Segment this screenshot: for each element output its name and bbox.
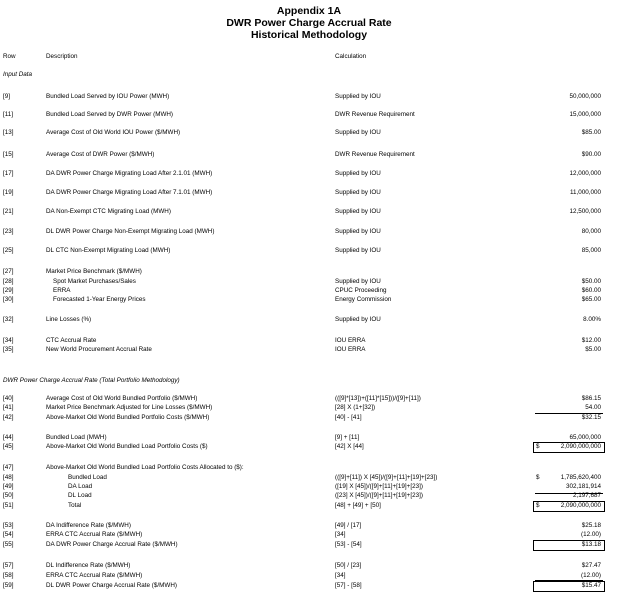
table-row [0,247,618,255]
row-calculation: Supplied by IOU [335,228,381,235]
column-header-calculation: Calculation [335,53,367,60]
row-value: 80,000 [581,228,601,235]
row-value: $32.15 [581,414,601,421]
table-row [0,531,618,539]
row-description: DL DWR Power Charge Non-Exempt Migrating Load (MWH) [46,228,215,235]
row-description: ERRA CTC Accrual Rate ($/MWH) [46,531,143,538]
row-description: ERRA [53,287,71,294]
row-description: DL Indifference Rate ($/MWH) [46,562,131,569]
table-row [0,541,618,549]
row-calculation: IOU ERRA [335,337,366,344]
row-description: DA DWR Power Charge Accrual Rate ($/MWH) [46,541,178,548]
table-row [0,502,618,510]
row-description: Above-Market Old World Bundled Portfolio Costs ($/MWH) [46,414,210,421]
row-calculation: Supplied by IOU [335,316,381,323]
row-value: $65.00 [581,296,601,303]
row-description: New World Procurement Accrual Rate [46,346,152,353]
table-row [0,111,618,119]
row-description: Forecasted 1-Year Energy Prices [53,296,146,303]
row-value: 65,000,000 [569,434,601,441]
subtotal-rule [535,413,603,414]
row-number: [27] [3,268,14,275]
row-value: (12.00) [581,531,601,538]
row-calculation: [40] - [41] [335,414,362,421]
row-description: DL CTC Non-Exempt Migrating Load (MWH) [46,247,171,254]
row-value: $12.00 [581,337,601,344]
row-number: [17] [3,170,14,177]
row-value: $15.47 [581,582,601,589]
row-description: DA Load [68,483,93,490]
row-calculation: [34] [335,531,346,538]
row-description: Bundled Load Served by DWR Power (MWH) [46,111,174,118]
row-value: 54.00 [585,404,601,411]
row-value: 2,197,687 [572,492,601,499]
table-row [0,443,618,451]
row-number: [44] [3,434,14,441]
table-row [0,337,618,345]
row-number: [53] [3,522,14,529]
total-box [533,442,605,453]
row-number: [49] [3,483,14,490]
table-row [0,287,618,295]
row-number: [29] [3,287,14,294]
row-number: [58] [3,572,14,579]
row-number: [28] [3,278,14,285]
row-number: [35] [3,346,14,353]
row-number: [54] [3,531,14,538]
row-value: 2,090,000,000 [560,502,601,509]
row-calculation: [50] / [23] [335,562,362,569]
row-number: [55] [3,541,14,548]
table-row [0,346,618,354]
table-row [0,170,618,178]
row-description: Market Price Benchmark Adjusted for Line Losses ($/MWH) [46,404,213,411]
row-value: 8.00% [583,316,601,323]
row-description: Above-Market Old World Bundled Load Portfolio Costs Allocated to ($): [46,464,244,471]
row-value: $13.18 [581,541,601,548]
row-value: 50,000,000 [569,93,601,100]
document-subtitle: Historical Methodology [250,29,368,41]
row-calculation: (([9]+[11]) X [45])/([9]+[11]+[19]+[23]) [335,474,438,481]
document-title: DWR Power Charge Accrual Rate [226,17,392,29]
row-calculation: [53] - [54] [335,541,362,548]
row-description: Average Cost of Old World IOU Power ($/MWH) [46,129,181,136]
row-value: $85.00 [581,129,601,136]
row-calculation: Supplied by IOU [335,93,381,100]
row-calculation: IOU ERRA [335,346,366,353]
table-row [0,582,618,590]
table-row [0,414,618,422]
table-row [0,268,618,276]
row-currency-symbol: $ [536,502,540,509]
row-number: [40] [3,395,14,402]
row-value: 12,500,000 [569,208,601,215]
row-number: [41] [3,404,14,411]
row-description: Market Price Benchmark ($/MWH) [46,268,142,275]
row-calculation: Supplied by IOU [335,247,381,254]
row-description: Line Losses (%) [46,316,92,323]
row-description: Bundled Load [68,474,107,481]
table-row [0,522,618,530]
row-description: DL DWR Power Charge Accrual Rate ($/MWH) [46,582,177,589]
row-number: [13] [3,129,14,136]
row-calculation: DWR Revenue Requirement [335,151,415,158]
row-value: $25.18 [581,522,601,529]
row-currency-symbol: $ [536,474,540,481]
table-row [0,404,618,412]
row-calculation: [48] + [49] + [50] [335,502,381,509]
row-calculation: Supplied by IOU [335,170,381,177]
total-box [533,581,605,592]
row-description: Above-Market Old World Bundled Load Portfolio Costs ($) [46,443,208,450]
table-row [0,296,618,304]
row-value: $5.00 [585,346,601,353]
row-value: 85,000 [581,247,601,254]
table-row [0,278,618,286]
table-row [0,483,618,491]
row-value: $86.15 [581,395,601,402]
column-header-row: Row [3,53,16,60]
appendix-title: Appendix 1A [276,5,342,17]
row-number: [11] [3,111,14,118]
row-number: [59] [3,582,14,589]
table-row [0,208,618,216]
table-row [0,228,618,236]
row-calculation: [34] [335,572,346,579]
section-input-data: Input Data [3,71,33,78]
table-row [0,395,618,403]
row-description: DA DWR Power Charge Migrating Load After 7.1.01 (MWH) [46,189,213,196]
row-description: ERRA CTC Accrual Rate ($/MWH) [46,572,143,579]
row-description: CTC Accrual Rate [46,337,97,344]
row-calculation: (([9]*[13])+([11]*[15]))/([9]+[11]) [335,395,421,402]
row-calculation: Supplied by IOU [335,208,381,215]
row-value: (12.00) [581,572,601,579]
table-row [0,93,618,101]
row-value: 11,000,000 [569,189,601,196]
total-box [533,501,605,512]
row-value: 302,181,914 [565,483,601,490]
row-value: $60.00 [581,287,601,294]
row-number: [23] [3,228,14,235]
section-accrual-rate: DWR Power Charge Accrual Rate (Total Portfolio Methodology) [3,377,180,384]
row-value: 15,000,000 [569,111,601,118]
row-value: 1,785,620,400 [560,474,601,481]
row-value: 12,000,000 [569,170,601,177]
row-number: [30] [3,296,14,303]
row-number: [50] [3,492,14,499]
row-description: Average Cost of Old World Bundled Portfolio ($/MWH) [46,395,198,402]
row-number: [51] [3,502,14,509]
row-number: [34] [3,337,14,344]
table-row [0,189,618,197]
row-description: Bundled Load Served by IOU Power (MWH) [46,93,170,100]
row-calculation: Energy Commission [335,296,392,303]
row-number: [25] [3,247,14,254]
row-calculation: [42] X [44] [335,443,364,450]
table-row [0,129,618,137]
row-calculation: ([19] X [45])/([9]+[11]+[19]+[23]) [335,483,423,490]
row-calculation: DWR Revenue Requirement [335,111,415,118]
subtotal-rule [535,493,603,494]
row-number: [21] [3,208,14,215]
row-description: DA Indifference Rate ($/MWH) [46,522,131,529]
row-number: [48] [3,474,14,481]
row-number: [57] [3,562,14,569]
row-number: [15] [3,151,14,158]
table-row [0,434,618,442]
column-header-description: Description [46,53,78,60]
row-calculation: [49] / [17] [335,522,362,529]
table-row [0,492,618,500]
row-description: Total [68,502,82,509]
table-row [0,151,618,159]
row-calculation: Supplied by IOU [335,278,381,285]
row-description: Average Cost of DWR Power ($/MWH) [46,151,155,158]
row-value: 2,090,000,000 [560,443,601,450]
row-description: DL Load [68,492,92,499]
row-value: $27.47 [581,562,601,569]
table-row [0,464,618,472]
row-number: [9] [3,93,11,100]
table-row [0,572,618,580]
table-row [0,562,618,570]
row-calculation: Supplied by IOU [335,189,381,196]
row-number: [42] [3,414,14,421]
total-box [533,540,605,551]
row-calculation: Supplied by IOU [335,129,381,136]
table-row [0,474,618,482]
row-description: DA DWR Power Charge Migrating Load After 2.1.01 (MWH) [46,170,213,177]
row-calculation: [9] + [11] [335,434,360,441]
row-number: [19] [3,189,14,196]
row-calculation: [28] X (1+[32]) [335,404,376,411]
row-value: $50.00 [581,278,601,285]
row-description: DA Non-Exempt CTC Migrating Load (MWH) [46,208,171,215]
row-number: [47] [3,464,14,471]
row-calculation: CPUC Proceeding [335,287,387,294]
row-currency-symbol: $ [536,443,540,450]
row-description: Bundled Load (MWH) [46,434,107,441]
row-calculation: [57] - [58] [335,582,362,589]
table-row [0,316,618,324]
row-number: [32] [3,316,14,323]
row-calculation: ([23] X [45])/([9]+[11]+[19]+[23]) [335,492,423,499]
row-number: [45] [3,443,14,450]
row-description: Spot Market Purchases/Sales [53,278,136,285]
row-value: $90.00 [581,151,601,158]
